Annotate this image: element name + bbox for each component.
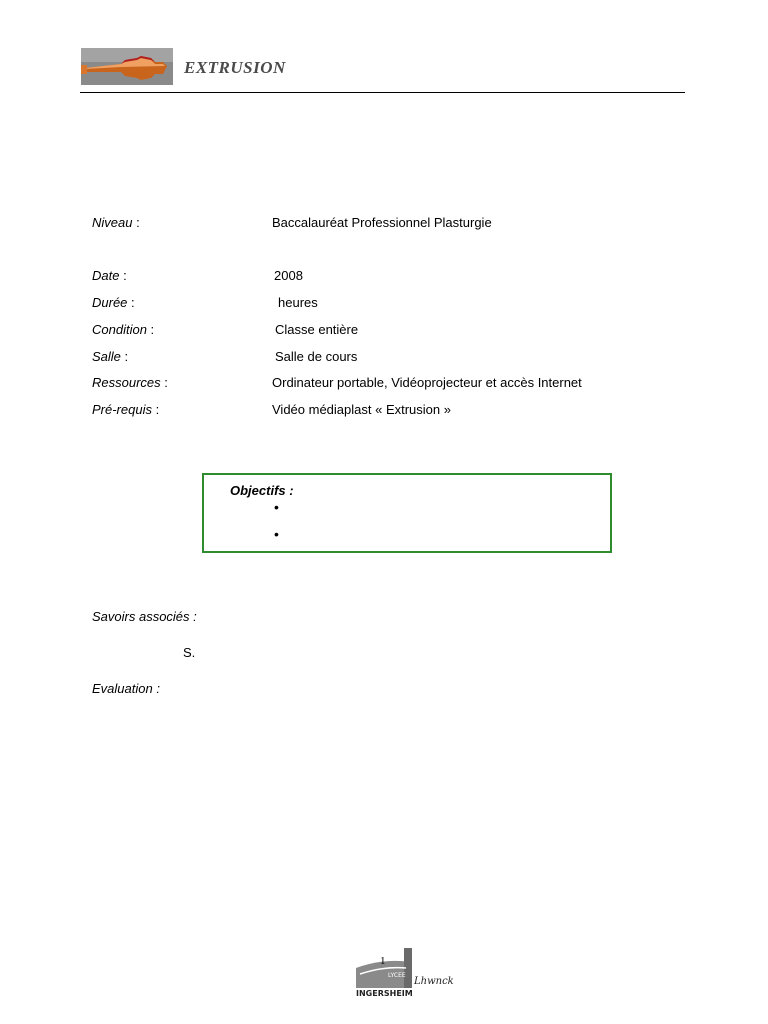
- field-value: Classe entière: [275, 322, 359, 337]
- document-title: EXTRUSION: [184, 58, 286, 77]
- extrusion-nozzle-icon: [81, 48, 173, 85]
- field-label: Condition: [92, 322, 147, 337]
- header-divider: [80, 92, 685, 93]
- logo-text: INGERSHEIM: [356, 989, 413, 998]
- field-label: Salle: [92, 349, 121, 364]
- savoirs-label: [92, 609, 197, 624]
- field-label: Niveau: [92, 215, 133, 230]
- field-value: Vidéo médiaplast « Extrusion »: [272, 402, 451, 417]
- logo-small-text: LYCEE: [388, 972, 406, 979]
- savoirs-label-text: Savoirs associés :: [92, 609, 197, 624]
- field-label: Ressources: [92, 375, 161, 390]
- field-value: heures: [278, 295, 318, 310]
- field-label: Pré-requis: [92, 402, 152, 417]
- logo-signature: Lhwnck: [414, 976, 454, 987]
- evaluation-label: [92, 681, 160, 696]
- objectifs-box: [202, 473, 612, 553]
- page-number: 1: [380, 955, 386, 967]
- field-value: Salle de cours: [275, 349, 358, 364]
- objectifs-title: Objectifs :: [230, 483, 294, 498]
- field-value: 2008: [274, 268, 303, 283]
- school-logo: [354, 944, 458, 1000]
- field-value: Baccalauréat Professionnel Plasturgie: [272, 215, 492, 230]
- field-label: Date: [92, 268, 120, 283]
- field-label: Durée: [92, 295, 128, 310]
- objectif-bullet: •: [274, 499, 279, 515]
- savoirs-item: S.: [183, 645, 196, 660]
- objectif-bullet: •: [274, 526, 279, 542]
- evaluation-label-text: Evaluation :: [92, 681, 160, 696]
- field-value: Ordinateur portable, Vidéoprojecteur et accès Internet: [272, 375, 582, 390]
